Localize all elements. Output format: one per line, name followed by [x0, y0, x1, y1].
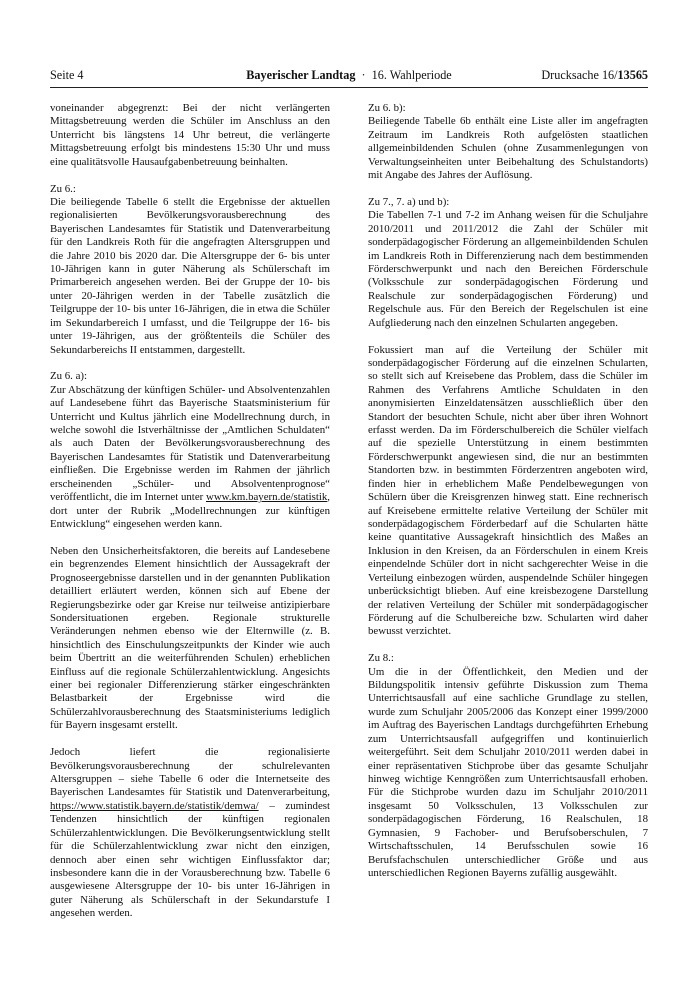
section-heading-zu6a: Zu 6. a):: [50, 370, 88, 383]
page-header: [50, 68, 648, 86]
km-statistik-link[interactable]: www.km.bayern.de/statistik: [206, 491, 328, 504]
doc-number: 13565: [617, 68, 648, 82]
right-column: [368, 102, 648, 894]
section-heading-zu7: Zu 7., 7. a) und b):: [368, 195, 450, 208]
page-number: Seite 4: [50, 68, 84, 82]
header-separator: ·: [361, 68, 366, 82]
paragraph-zu6a-text: Zur Abschätzung der künftigen Schüler- und Absolventenzahlen auf Landesebene führt das Bayerische Staatsministerium für Unterricht und Kultus jährlich eine Modellrechnung durch, in welche sowohl die Istverhältnisse der „Amtlichen Schuldaten“ als auch Daten der Bevölkerungsvorausberechnung des Bayerischen Landesamtes für Statistik und Datenverarbeitung einfließen. Die Ergebnisse werden im Rahmen der jährlich erscheinenden „Schüler- und Absolventenprognose“ veröffentlicht, die im Internet unter: [50, 383, 330, 504]
paragraph-jedoch-text: Jedoch liefert die regionalisierte Bevölkerungsvorausberechnung der schulrelevanten Altersgruppen – siehe Tabelle 6 oder die Internetseite des Bayerischen Landesamtes für Statistik und Datenverarbeitung,: [50, 746, 330, 799]
paragraph-zu7: Die Tabellen 7-1 und 7-2 im Anhang weisen für die Schuljahre 2010/2011 und 2011/2012 die Zahl der Schüler mit sonderpädagogischer Förderung an allgemeinbildenden Schulen im Landkreis Roth in Differenzierung nach dem bestimmenden Förderschwerpunkt und nach den Bereichen Förderschule (Volksschule zur sonderpädagogischen Förderung und Realschule zur sonderpädagogischen Förderung) und Regelschule aus. Für den Bereich der Regelschulen ist eine Aufgliederung nach den einzelnen Schularten angegeben.: [368, 209, 648, 329]
legislative-period: 16. Wahlperiode: [371, 68, 452, 82]
paragraph-zu6b: Beiliegende Tabelle 6b enthält eine Liste aller im angefragten Zeitraum im Landkreis Roth aufgelösten staatlichen allgemeinbildenden Schulen (ohne Zusammenlegungen von Verwaltungseinheiten unter Beibehaltung des Schulstandorts) mit Angabe des Jahres der Auflösung.: [368, 115, 648, 182]
document-number: [541, 68, 648, 83]
header-rule: [50, 87, 648, 88]
paragraph-zu6: Die beiliegende Tabelle 6 stellt die Ergebnisse der aktuellen regionalisierten Bevölkerungsvorausberechnung des Bayerischen Landesamtes für Statistik und Datenverarbeitung für den Landkreis Roth für die angefragten Altersgruppen und die Jahre 2010 bis 2020 dar. Die Altersgruppe der 6- bis unter 10-Jährigen kann in guter Näherung als Schülerschaft im Primarbereich angesehen werden. Bei der Gruppe der 10- bis unter 20-Jährigen werden in der Tabelle zusätzlich die Teilgruppe der 10- bis unter 16-Jährigen, die in etwa die Schüler im Sekundarbereich I umfasst, und die Teilgruppe der 16- bis unter 19-Jährigen, aus der größtenteils die Schüler des Sekundarbereichs II entstammen, dargestellt.: [50, 195, 330, 356]
section-heading-zu6: Zu 6.:: [50, 182, 76, 195]
paragraph-zu6a: [50, 384, 330, 532]
paragraph-mittagsbetreuung: voneinander abgegrenzt: Bei der nicht verlängerten Mittagsbetreuung werden die Schüler im Anschluss an den Unterricht bis längstens 14 Uhr betreut, die verlängerte Mittagsbetreuung erfolgt bis mindestens 15:30 Uhr und muss eine qualitätsvolle Hausaufgabenbetreuung beinhalten.: [50, 102, 330, 168]
doc-prefix: Drucksache 16/: [541, 68, 618, 82]
paragraph-jedoch: [50, 746, 330, 920]
paragraph-zu8: Um die in der Öffentlichkeit, den Medien und der Bildungspolitik intensiv geführte Diskussion zum Thema Unterrichtsausfall auf eine sachliche Grundlage zu stellen, wurde zum Schuljahr 2005/2006 das Konzept einer 1999/2000 im Auftrag des Bayerischen Landtags durchgeführten Erhebung zum Unterrichtsausfall aufgegriffen und kontinuierlich weitergeführt. Seit dem Schuljahr 2010/2011 werden dabei in einer repräsentativen Stichprobe über das gesamte Schuljahr hinweg wichtige Kenngrößen zum Unterrichtsausfall erhoben. Für die Stichprobe wurden dazu im Schuljahr 2010/2011 insgesamt 50 Volksschulen, 13 Volksschulen zur sonderpädagogischen Förderung, 16 Realschulen, 18 Gymnasien, 9 Fachober- und Berufsoberschulen, 7 Wirtschaftsschulen, 14 Berufsschulen sowie 16 Berufsfachschulen unterschiedlicher Größe und aus unterschiedlichen Regionen Bayerns zufällig ausgewählt.: [368, 665, 648, 879]
statistik-demwa-link[interactable]: https://www.statistik.bayern.de/statistik/demwa/: [50, 799, 259, 812]
section-heading-zu6b: Zu 6. b):: [368, 102, 406, 114]
parliament-name: Bayerischer Landtag: [246, 68, 356, 82]
section-heading-zu8: Zu 8.:: [368, 652, 394, 665]
paragraph-unsicherheitsfaktoren: Neben den Unsicherheitsfaktoren, die bereits auf Landesebene ein begrenzendes Element hinsichtlich der Aussagekraft der Prognoseergebnisse darstellen und in der genannten Publikation detailliert erläutert werden, können sich auf Ebene der Regierungsbezirke oder gar Kreise nur teilweise antizipierbare Sondersituationen ergeben. Regionale strukturelle Veränderungen nehmen ebenso wie der Elternwille (z. B. hinsichtlich des Einschulungszeitpunkts der Kinder wie auch beim Übertritt an die weiterführenden Schulen) erheblichen Einfluss auf die regionale Schülerzahlentwicklung. Angesichts einer bei regionaler Differenzierung stärker eingeschränkten Belastbarkeit der Ergebnisse wird die Schülerzahlvorausberechnung des Staatsministeriums lediglich für Bayern insgesamt erstellt.: [50, 544, 330, 732]
paragraph-fokussiert: Fokussiert man auf die Verteilung der Schüler mit sonderpädagogischer Förderung auf die einzelnen Schularten, so stellt sich auf Kreisebene das Problem, dass die Schüler im Rahmen des Verfahrens Amtliche Schuldaten in den anonymisierten Einzeldatensätzen ausschließlich über den Standort der besuchten Schule, nicht aber über ihren Wohnort erfasst werden. Da im Förderschulbereich die Schüler vielfach auf die spezielle Unterstützung in einem bestimmten Förderschwerpunkt angewiesen sind, die nur an bestimmten Standorten bzw. in bestimmten Förderzentren angeboten wird, finden hier in erheblichem Maße Pendelbewegungen von Schülern über die Kreisgrenzen hinweg statt. Eine rechnerisch auf Kreisebene ermittelte relative Verteilung der Schüler mit sonderpädagogischem Förderbedarf auf die Schularten hätte keine quantitative Aussagekraft hinsichtlich des Maßes an Inklusion in den Kreisen, da an Förderschulen in einem Kreis einpendelnde Schüler dort in nicht sachgerechter Weise in die Verteilung einbezogen würden, auspendelnde Schüler hingegen unberücksichtigt blieben. Auf eine kreisbezogene Darstellung der relativen Verteilung der Schüler mit sonderpädagogischer Förderung auf die Schulbereiche bzw. Schularten wird daher bewusst verzichtet.: [368, 343, 648, 638]
paragraph-zu6a-text-cont: , dort unter der Rubrik „Modellrechnungen zur künftigen Entwicklung“ eingesehen werden kann.: [50, 491, 330, 531]
left-column: [50, 102, 330, 934]
paragraph-jedoch-text-cont: – zumindest Tendenzen hinsichtlich der künftigen regionalen Schülerzahlentwicklungen. Die Bevölkerungsentwicklung stellt für die Schülerzahlentwicklung zwar nicht den einzigen, dennoch aber einen sehr wichtigen Einflussfaktor dar; insbesondere kann die in der Vorausberechnung bzw. Tabelle 6 ausgewiesene Altersgruppe der 10- bis unter 16-Jährigen in guter Näherung als Schülerschaft in der Sekundarstufe I angesehen werden.: [50, 799, 330, 920]
